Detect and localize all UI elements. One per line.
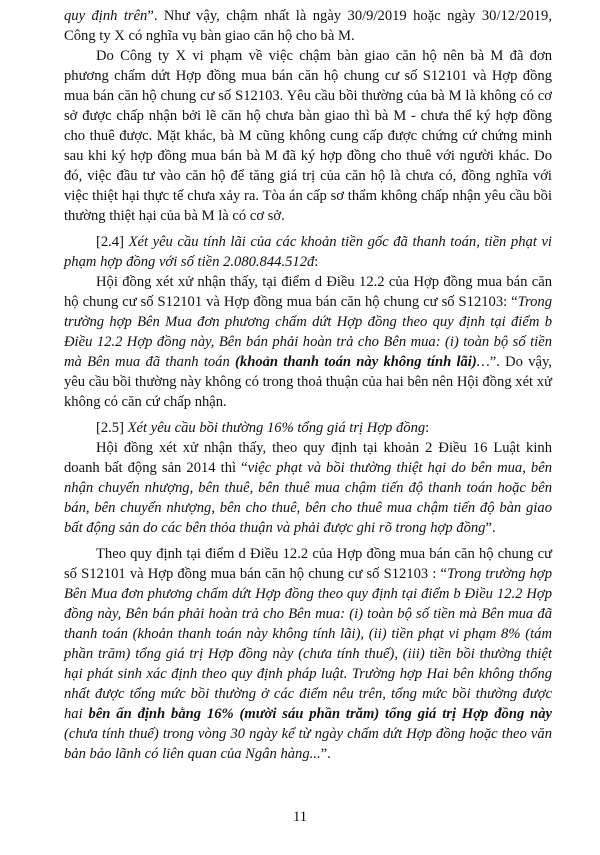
section-title: Xét yêu cầu tính lãi của các khoản tiền gốc đã thanh toán, tiền phạt vi phạm hợp đồng với số tiền 2.080.844.512đ <box>64 234 552 270</box>
contract-quote: (chưa tính thuế) trong vòng 30 ngày kể từ ngày chấm dứt Hợp đồng hoặc theo văn bản bảo lãnh có liên quan của Ngân hàng... <box>64 726 552 762</box>
italic-quote: quy định trên <box>64 8 148 24</box>
law-quote: việc phạt và bồi thường thiệt hại do bên mua, bên nhận chuyển nhượng, bên thuê, bên thuê mua chậm tiến độ thanh toán hoặc bên bán, bên chuyển nhượng, bên cho thuê, bên cho thuê mua chậm tiến độ bàn giao bất động sản do các bên thỏa thuận và phải được ghi rõ trong hợp đồng <box>64 460 552 536</box>
section-title: Xét yêu cầu bồi thường 16% tổng giá trị Hợp đồng <box>127 420 426 436</box>
contract-quote: Trong trường hợp Bên Mua đơn phương chấm dứt Hợp đồng theo quy định tại điểm b Điều 12.2 Hợp đồng này, Bên bán phải hoàn trả cho Bên mua: (i) toàn bộ số tiền mà Bên mua đã thanh toán <box>64 294 552 370</box>
paragraph-text: ”. Như vậy, chậm nhất là ngày 30/9/2019 hoặc ngày 30/12/2019, Công ty X có nghĩa vụ bàn giao căn hộ cho bà M. <box>64 8 552 44</box>
section-label: [2.4] <box>96 234 129 250</box>
paragraph-contract-clause <box>64 544 552 764</box>
section-heading-2-5 <box>64 418 552 438</box>
paragraph-text: Hội đồng xét xử nhận thấy, theo quy định tại khoản 2 Điều 16 Luật kinh doanh bất động sản 2014 thì “ <box>64 440 552 476</box>
paragraph-text: Hội đồng xét xử nhận thấy, tại điểm d Điều 12.2 của Hợp đồng mua bán căn hộ chung cư số S12101 và Hợp đồng mua bán căn hộ chung cư số S12103: “ <box>64 274 552 310</box>
paragraph-continuation <box>64 6 552 46</box>
section-label: [2.5] <box>96 420 128 436</box>
paragraph-text: ”. <box>485 520 496 536</box>
section-title-end: : <box>425 420 430 436</box>
section-title-end: : <box>314 254 319 270</box>
paragraph-text: Theo quy định tại điểm d Điều 12.2 của Hợp đồng mua bán căn hộ chung cư số S12101 và Hợp đồng mua bán căn hộ chung cư số S12103 : “ <box>64 546 552 582</box>
paragraph-claim-analysis: Do Công ty X vi phạm về việc chậm bàn giao căn hộ nên bà M đã đơn phương chấm dứt Hợp đồng mua bán căn hộ chung cư số S12101 và Hợp đồng mua bán căn hộ chung cư số S12103. Yêu cầu bồi thường của bà M là không có cơ sở được chấp nhận bởi lẽ căn hộ chưa bàn giao thì bà M - chưa thể ký hợp đồng cho thuê được. Mặt khác, bà M cũng không cung cấp được chứng cứ chứng minh sau khi ký hợp đồng mua bán bà M đã ký hợp đồng cho thuê với người khác. Do đó, việc đầu tư vào căn hộ để tăng giá trị của căn hộ là chưa có, đồng nghĩa với việc thiệt hại thực tế chưa xảy ra. Tòa án cấp sơ thẩm không chấp nhận yêu cầu bồi thường thiệt hại của bà M là có cơ sở. <box>64 48 552 224</box>
document-page <box>0 6 600 855</box>
paragraph-text: ”. Do vậy, yêu cầu bồi thường này không có trong thoả thuận của hai bên nên Hội đồng xét xử không có căn cứ chấp nhận. <box>64 354 552 410</box>
section-heading-2-4 <box>64 232 552 272</box>
paragraph-law-citation <box>64 438 552 538</box>
contract-quote: Trong trường hợp Bên Mua đơn phương chấm dứt Hợp đồng theo quy định tại điểm b Điều 12.2 Hợp đồng này, Bên bán phải hoàn trả cho Bên mua: (i) toàn bộ số tiền mà Bên mua đã thanh toán (khoản thanh toán này không tính lãi), (ii) tiền phạt vi phạm 8% (tám phần trăm) tổng giá trị Hợp đồng này (chưa tính thuế), (iii) tiền bồi thường thiệt hại phát sinh xác định theo quy định pháp luật. Trường hợp Hai bên không thống nhất được tổng mức bồi thường ở các điểm nêu trên, tổng mức bồi thường được hai <box>64 566 552 722</box>
contract-quote-emphasis: bên ấn định bằng 16% (mười sáu phần trăm) tổng giá trị Hợp đồng này <box>88 706 553 722</box>
paragraph-text: ”. <box>320 746 331 762</box>
contract-quote-ellipsis: … <box>476 354 490 370</box>
page-number: 11 <box>292 809 308 825</box>
contract-quote-emphasis: (khoản thanh toán này không tính lãi) <box>235 354 477 370</box>
paragraph-interest-ruling <box>64 272 552 412</box>
